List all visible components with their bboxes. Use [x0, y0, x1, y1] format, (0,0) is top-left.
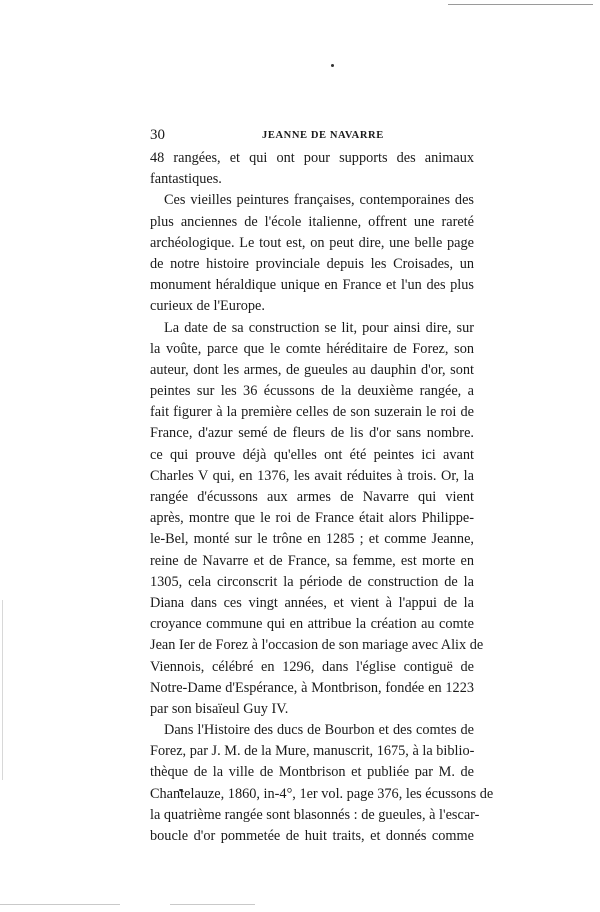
text-line: ce qui prouve déjà qu'elles ont été peintes ici avant — [150, 446, 474, 463]
scan-edge-mark — [0, 904, 120, 905]
scan-edge-mark — [170, 904, 255, 905]
text-line: boucle d'or pommetée de huit traits, et donnés comme — [150, 828, 474, 844]
text-line: Charles V qui, en 1376, les avait réduites à trois. Or, la — [150, 467, 474, 484]
text-line: thèque de la ville de Montbrison et publiée par M. de — [150, 764, 474, 781]
text-line: croyance commune qui en attribue la création au comte — [150, 616, 474, 633]
page-number: 30 — [150, 127, 165, 143]
text-line: peintes sur les 36 écussons de la deuxième rangée, a — [150, 383, 474, 400]
text-line: Diana dans ces vingt années, et vient à l'appui de la — [150, 594, 474, 611]
text-line: Jean Ier de Forez à l'occasion de son mariage avec Alix de — [150, 637, 484, 654]
text-line: Notre-Dame d'Espérance, à Montbrison, fondée en 1223 — [150, 679, 474, 696]
text-line: par son bisaïeul Guy IV. — [150, 700, 289, 717]
text-line: rangée d'écussons aux armes de Navarre qui vient — [150, 489, 474, 505]
scan-edge-mark — [448, 4, 593, 5]
text-line: 1305, cela circonscrit la période de construction de la — [150, 573, 474, 590]
text-line: monument héraldique unique en France et l'un des plus — [150, 277, 474, 294]
text-line: la voûte, parce que le comte héréditaire de Forez, son — [150, 340, 474, 357]
ink-speck — [331, 64, 334, 67]
running-head: JEANNE DE NAVARRE — [262, 130, 384, 141]
page-edge-shadow — [2, 600, 3, 780]
text-line: fait figurer à la première celles de son suzerain le roi de — [150, 404, 474, 421]
text-line: le-Bel, monté sur le trône en 1285 ; et comme Jeanne, — [150, 531, 474, 548]
text-line: plus anciennes de l'école italienne, offrent une rareté — [150, 213, 474, 230]
text-line: Forez, par J. M. de la Mure, manuscrit, 1675, à la biblio- — [150, 743, 475, 760]
text-line: auteur, dont les armes, de gueules au dauphin d'or, sont — [150, 361, 474, 378]
text-line: Chantelauze, 1860, in-4°, 1er vol. page 376, les écussons de — [150, 785, 494, 802]
text-line: reine de Navarre et de France, sa femme, est morte en — [150, 552, 474, 569]
text-line: après, montre que le roi de France était alors Philippe- — [150, 510, 474, 527]
body-text — [150, 148, 494, 847]
text-line: La date de sa construction se lit, pour ainsi dire, sur — [164, 319, 474, 336]
text-line: Dans l'Histoire des ducs de Bourbon et des comtes de — [164, 722, 474, 739]
text-line: archéologique. Le tout est, on peut dire, une belle page — [150, 234, 474, 251]
text-line: France, d'azur semé de fleurs de lis d'or sans nombre. — [150, 425, 474, 442]
text-line: la quatrième rangée sont blasonnés : de gueules, à l'escar- — [150, 806, 480, 823]
text-line: Ces vieilles peintures françaises, contemporaines des — [164, 192, 474, 209]
text-line: Viennois, célébré en 1296, dans l'église contiguë de — [150, 658, 474, 675]
text-line: 48 rangées, et qui ont pour supports des animaux — [150, 150, 474, 166]
text-line: fantastiques. — [150, 171, 222, 188]
page-header — [150, 127, 474, 145]
text-line: de notre histoire provinciale depuis les Croisades, un — [150, 255, 474, 272]
text-line: curieux de l'Europe. — [150, 298, 265, 315]
